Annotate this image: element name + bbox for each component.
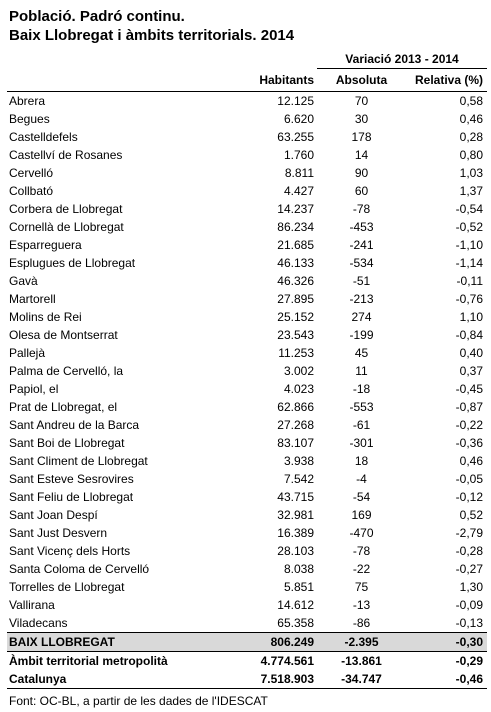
row-absoluta: -199 — [349, 328, 374, 342]
row-habitants: 63.255 — [277, 130, 314, 144]
row-habitants: 28.103 — [277, 544, 314, 558]
row-relativa: -2,79 — [455, 526, 484, 540]
page-subtitle: Baix Llobregat i àmbits territorials. 2014 — [9, 27, 295, 44]
row-relativa: -0,09 — [455, 598, 484, 612]
table-row — [7, 542, 487, 560]
row-absoluta: 178 — [351, 130, 372, 144]
row-name: Sant Just Desvern — [9, 526, 108, 540]
table-row — [7, 236, 487, 254]
row-absoluta: -453 — [349, 220, 374, 234]
table-row — [7, 218, 487, 236]
row-habitants: 23.543 — [277, 328, 314, 342]
row-absoluta: 90 — [354, 166, 369, 180]
row-habitants: 11.253 — [278, 346, 314, 360]
row-relativa: 1,10 — [459, 310, 484, 324]
row-absoluta: -4 — [356, 472, 367, 486]
row-relativa: -0,28 — [455, 544, 484, 558]
table-row — [7, 92, 487, 111]
row-habitants: 806.249 — [245, 633, 317, 652]
row-relativa: 0,80 — [459, 148, 484, 162]
row-absoluta: -78 — [352, 544, 371, 558]
row-name: Prat de Llobregat, el — [9, 400, 118, 414]
table-row — [7, 596, 487, 614]
table-row — [7, 146, 487, 164]
table-row — [7, 470, 487, 488]
column-header-relativa: Relativa (%) — [406, 69, 487, 92]
row-absoluta: -78 — [352, 202, 371, 216]
row-habitants: 6.620 — [283, 112, 314, 126]
table-body — [7, 92, 487, 633]
row-name: Olesa de Montserrat — [9, 328, 118, 342]
row-name: Sant Climent de Llobregat — [9, 454, 148, 468]
total-row — [7, 670, 487, 689]
row-relativa: 0,40 — [459, 346, 484, 360]
row-absoluta: -51 — [352, 274, 371, 288]
row-habitants: 8.811 — [284, 166, 314, 180]
row-habitants: 4.774.561 — [260, 654, 314, 668]
row-name: Sant Joan Despí — [9, 508, 98, 522]
row-habitants: 7.518.903 — [245, 670, 317, 689]
row-habitants: 4.023 — [283, 382, 314, 396]
row-habitants: 7.542 — [283, 472, 314, 486]
page-title: Població. Padró continu. — [9, 8, 185, 25]
table-row — [7, 398, 487, 416]
row-habitants: 4.427 — [283, 184, 314, 198]
row-relativa: -0,12 — [455, 490, 484, 504]
row-habitants: 14.612 — [277, 598, 314, 612]
row-absoluta: -470 — [349, 526, 374, 540]
row-absoluta: 75 — [354, 580, 369, 594]
row-name: Gavà — [9, 274, 38, 288]
row-name: Abrera — [9, 94, 46, 108]
header-row-variation — [7, 51, 487, 69]
row-absoluta: -241 — [349, 238, 374, 252]
row-relativa: 0,37 — [459, 364, 484, 378]
table-row — [7, 452, 487, 470]
row-name: Molins de Rei — [9, 310, 82, 324]
row-absoluta: -534 — [349, 256, 374, 270]
row-relativa: -0,36 — [455, 436, 484, 450]
table-row — [7, 362, 487, 380]
row-relativa: 1,37 — [459, 184, 484, 198]
row-relativa: 0,46 — [459, 112, 484, 126]
row-name: Vallirana — [9, 598, 55, 612]
row-habitants: 46.133 — [277, 256, 314, 270]
table-row — [7, 254, 487, 272]
row-name: Collbató — [9, 184, 54, 198]
row-absoluta: 70 — [354, 94, 369, 108]
row-habitants: 32.981 — [277, 508, 314, 522]
table-row — [7, 506, 487, 524]
row-name: Begues — [9, 112, 50, 126]
row-name: Viladecans — [9, 616, 68, 630]
row-habitants: 62.866 — [277, 400, 314, 414]
row-relativa: -0,22 — [455, 418, 484, 432]
table-row — [7, 272, 487, 290]
row-absoluta: 45 — [354, 346, 369, 360]
population-table — [7, 51, 487, 689]
row-absoluta: -2.395 — [317, 633, 406, 652]
row-name: Sant Andreu de la Barca — [9, 418, 140, 432]
row-habitants: 27.268 — [277, 418, 314, 432]
row-absoluta: -34.747 — [317, 670, 406, 689]
row-name: Cornellà de Llobregat — [9, 220, 124, 234]
row-habitants: 43.715 — [277, 490, 314, 504]
table-row — [7, 182, 487, 200]
row-habitants: 16.389 — [277, 526, 314, 540]
row-absoluta: -18 — [352, 382, 371, 396]
row-habitants: 12.125 — [277, 94, 314, 108]
row-absoluta: -301 — [349, 436, 374, 450]
row-absoluta: -54 — [352, 490, 371, 504]
row-name: Sant Vicenç dels Horts — [9, 544, 131, 558]
row-relativa: -0,11 — [456, 274, 484, 288]
row-relativa: -0,46 — [406, 670, 487, 689]
row-relativa: 0,46 — [459, 454, 484, 468]
row-relativa: -0,52 — [455, 220, 484, 234]
row-habitants: 3.938 — [283, 454, 314, 468]
row-habitants: 14.237 — [277, 202, 314, 216]
row-relativa: -0,27 — [455, 562, 484, 576]
row-habitants: 83.107 — [277, 436, 314, 450]
row-absoluta: -213 — [349, 292, 374, 306]
row-name: Papiol, el — [9, 382, 59, 396]
row-name: Sant Esteve Sesrovires — [9, 472, 134, 486]
row-habitants: 46.326 — [277, 274, 314, 288]
row-relativa: -1,14 — [455, 256, 484, 270]
row-habitants: 25.152 — [277, 310, 314, 324]
row-absoluta: -13.861 — [341, 654, 382, 668]
column-header-absoluta: Absoluta — [317, 69, 406, 92]
column-header-habitants: Habitants — [245, 69, 317, 92]
row-absoluta: -22 — [352, 562, 371, 576]
table-summary — [7, 633, 487, 689]
table-row — [7, 614, 487, 633]
row-absoluta: 11 — [355, 364, 368, 378]
row-absoluta: 30 — [354, 112, 369, 126]
row-name: Catalunya — [7, 670, 245, 689]
table-row — [7, 560, 487, 578]
table-row — [7, 380, 487, 398]
row-name: Esplugues de Llobregat — [9, 256, 136, 270]
row-name: BAIX LLOBREGAT — [7, 633, 245, 652]
row-name: Torrelles de Llobregat — [9, 580, 125, 594]
row-absoluta: 60 — [354, 184, 369, 198]
row-habitants: 8.038 — [283, 562, 314, 576]
table-row — [7, 344, 487, 362]
table-row — [7, 308, 487, 326]
row-name: Martorell — [9, 292, 56, 306]
row-name: Corbera de Llobregat — [9, 202, 123, 216]
row-relativa: -0,76 — [455, 292, 484, 306]
table-row — [7, 110, 487, 128]
row-absoluta: -553 — [349, 400, 374, 414]
row-absoluta: 14 — [354, 148, 369, 162]
row-name: Castellví de Rosanes — [9, 148, 123, 162]
row-name: Sant Boi de Llobregat — [9, 436, 125, 450]
row-relativa: -0,84 — [455, 328, 484, 342]
table-row — [7, 488, 487, 506]
row-relativa: 0,58 — [459, 94, 484, 108]
summary-row — [7, 633, 487, 652]
table-row — [7, 326, 487, 344]
row-habitants: 27.895 — [277, 292, 314, 306]
row-name: Àmbit territorial metropolità — [9, 654, 168, 668]
row-relativa: -0,13 — [455, 616, 484, 630]
row-name: Palma de Cervelló, la — [9, 364, 124, 378]
row-habitants: 1.760 — [283, 148, 314, 162]
title-block — [9, 7, 294, 45]
table-row — [7, 434, 487, 452]
header-row-columns — [7, 69, 487, 92]
row-absoluta: 274 — [351, 310, 372, 324]
table-row — [7, 200, 487, 218]
row-habitants: 65.358 — [277, 616, 314, 630]
row-habitants: 5.851 — [283, 580, 314, 594]
table-row — [7, 416, 487, 434]
row-name: Cervelló — [9, 166, 54, 180]
row-relativa: 0,28 — [459, 130, 484, 144]
row-relativa: -0,30 — [406, 633, 487, 652]
total-row — [7, 652, 487, 671]
row-absoluta: 18 — [354, 454, 369, 468]
table-row — [7, 578, 487, 596]
row-relativa: -0,87 — [455, 400, 484, 414]
row-name: Pallejà — [9, 346, 46, 360]
row-relativa: -0,45 — [455, 382, 484, 396]
table-row — [7, 164, 487, 182]
row-relativa: 0,52 — [459, 508, 484, 522]
row-relativa: -0,54 — [455, 202, 484, 216]
row-relativa: -0,05 — [455, 472, 484, 486]
row-name: Castelldefels — [9, 130, 78, 144]
row-absoluta: -13 — [352, 598, 371, 612]
row-habitants: 3.002 — [283, 364, 314, 378]
row-name: Esparreguera — [9, 238, 82, 252]
row-name: Santa Coloma de Cervelló — [9, 562, 150, 576]
row-habitants: 21.685 — [277, 238, 314, 252]
row-absoluta: -86 — [352, 616, 371, 630]
row-relativa: 1,30 — [459, 580, 484, 594]
row-absoluta: -61 — [352, 418, 371, 432]
row-name: Sant Feliu de Llobregat — [9, 490, 134, 504]
row-habitants: 86.234 — [277, 220, 314, 234]
row-relativa: 1,03 — [459, 166, 484, 180]
variation-header: Variació 2013 - 2014 — [317, 51, 487, 69]
row-relativa: -0,29 — [455, 654, 484, 668]
table-row — [7, 128, 487, 146]
table-row — [7, 290, 487, 308]
row-relativa: -1,10 — [455, 238, 484, 252]
source-note: Font: OC-BL, a partir de les dades de l'IDESCAT — [9, 694, 268, 708]
row-absoluta: 169 — [351, 508, 372, 522]
table-row — [7, 524, 487, 542]
